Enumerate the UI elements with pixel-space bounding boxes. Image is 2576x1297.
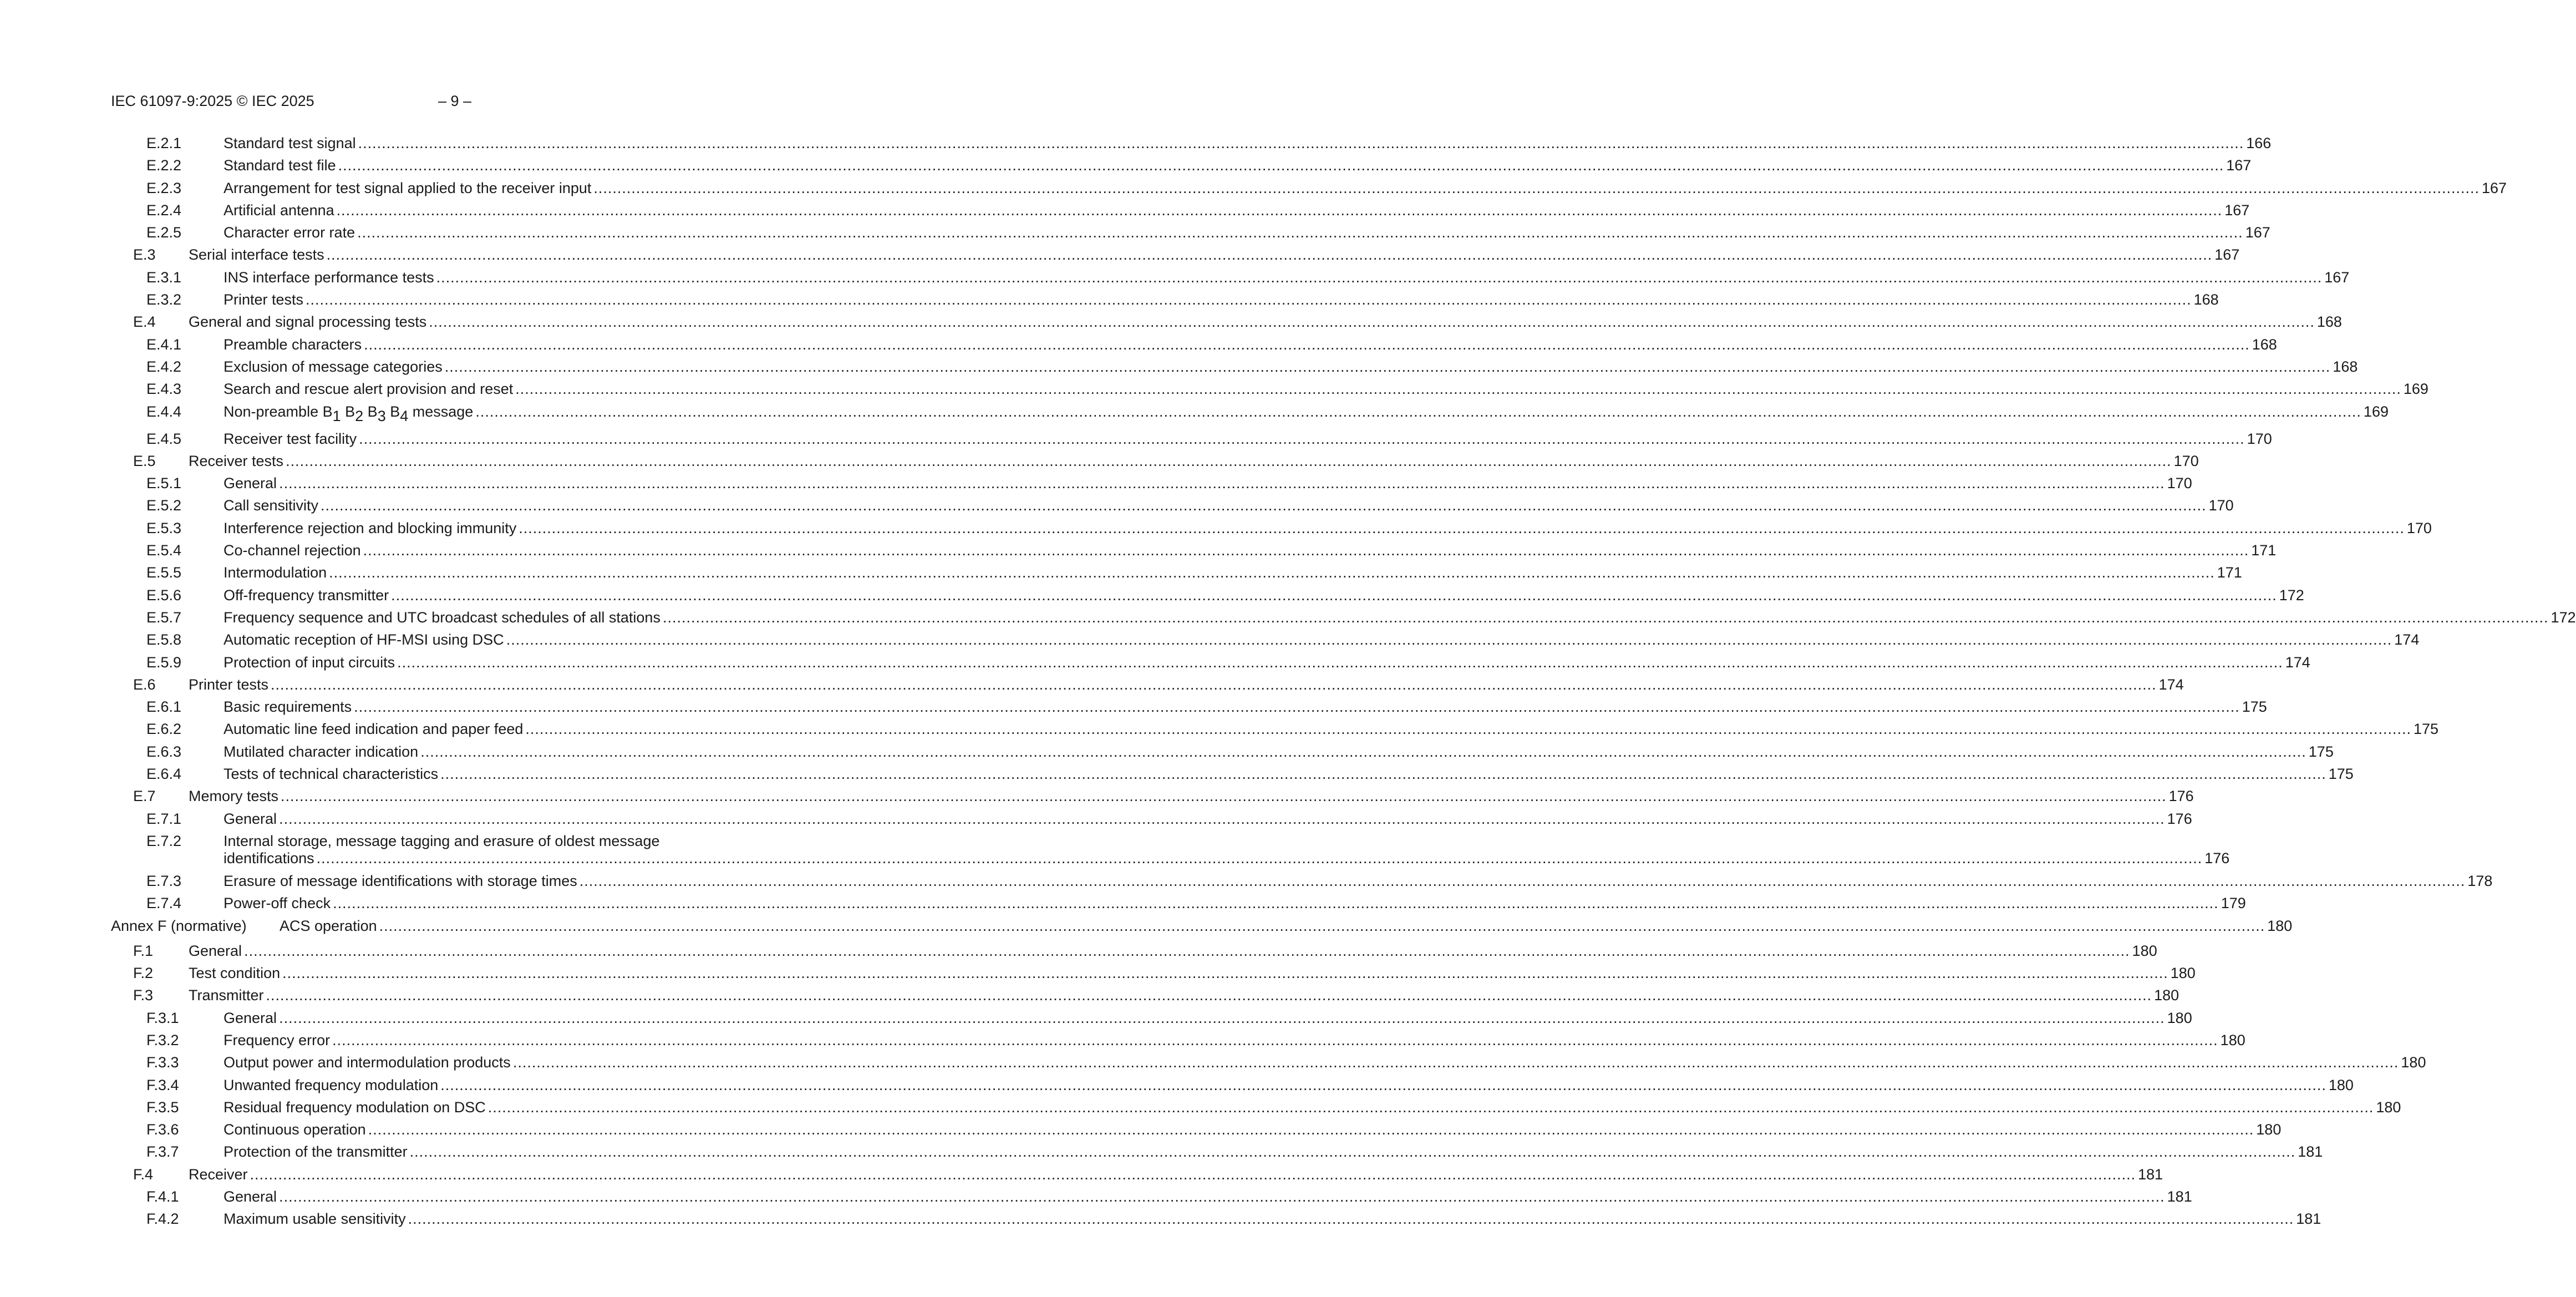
toc-entry-page: 175: [2308, 743, 2334, 760]
dot-leader: ................................................................................................................................................................................................................................................................................................................................................................................................................: [333, 895, 2219, 912]
toc-entry[interactable]: [111, 356, 2358, 378]
dot-leader: ................................................................................................................................................................................................................................................................................................................................................................................................................: [271, 676, 2157, 693]
toc-entry-title: Automatic reception of HF-MSI using DSC: [223, 631, 504, 648]
toc-entry[interactable]: [111, 892, 2246, 914]
toc-entry-number: E.7.2: [146, 832, 182, 849]
toc-entry-title: Receiver tests: [189, 452, 284, 469]
toc-entry-line: [223, 584, 2304, 606]
toc-entry-title: General: [223, 475, 277, 492]
toc-entry-page: 174: [2285, 653, 2310, 671]
dot-leader: ................................................................................................................................................................................................................................................................................................................................................................................................................: [408, 1210, 2294, 1228]
toc-entry-title: Interference rejection and blocking immunity: [223, 519, 517, 536]
toc-entry[interactable]: [111, 962, 2196, 984]
toc-entry[interactable]: [111, 984, 2179, 1006]
toc-entry-title: General: [223, 1188, 277, 1205]
toc-entry-line: [223, 472, 2192, 494]
toc-entry-page: 180: [2132, 942, 2157, 959]
toc-entry-number: E.5.7: [146, 609, 182, 626]
toc-entry-title: Erasure of message identifications with storage times: [223, 872, 577, 889]
toc-entry-page: 169: [2363, 403, 2389, 420]
dot-leader: ................................................................................................................................................................................................................................................................................................................................................................................................................: [306, 291, 2192, 308]
toc-entry-line: [223, 199, 2250, 221]
page-header: [111, 90, 812, 112]
toc-entry-page: 168: [2333, 358, 2358, 375]
toc-entry-number: E.2.5: [146, 224, 182, 241]
toc-entry-title: General: [223, 810, 277, 827]
toc-entry-line: [223, 808, 2192, 830]
toc-entry-number: E.7.4: [146, 895, 182, 912]
toc-entry-line: [223, 892, 2246, 914]
toc-entry-page: 167: [2224, 201, 2250, 219]
toc-entry-number: E.4.3: [146, 381, 182, 398]
toc-entry[interactable]: [111, 606, 2576, 629]
toc-entry-page: 172: [2279, 586, 2304, 604]
toc-entry-line: [223, 356, 2358, 378]
dot-leader: ................................................................................................................................................................................................................................................................................................................................................................................................................: [409, 1143, 2296, 1161]
toc-entry-page: 168: [2316, 313, 2342, 331]
toc-entry-page: 181: [2296, 1210, 2321, 1228]
toc-entry-title: identifications: [223, 849, 314, 867]
dot-leader: ................................................................................................................................................................................................................................................................................................................................................................................................................: [358, 135, 2244, 151]
toc-entry-page: 180: [2401, 1054, 2426, 1071]
toc-entry-title: Printer tests: [223, 291, 304, 308]
toc-entry-line: [223, 696, 2267, 718]
dot-leader: ................................................................................................................................................................................................................................................................................................................................................................................................................: [326, 246, 2213, 264]
toc-entry[interactable]: [111, 517, 2432, 539]
toc-entry-page: 175: [2242, 698, 2267, 716]
dot-leader: ................................................................................................................................................................................................................................................................................................................................................................................................................: [515, 381, 2401, 398]
toc-entry-line: [223, 870, 2493, 892]
toc-entry-title: Search and rescue alert provision and reset: [223, 381, 514, 398]
toc-entry[interactable]: [111, 450, 2199, 472]
toc-entry-page: 170: [2406, 519, 2432, 536]
toc-entry-number: E.3: [133, 246, 156, 264]
toc-entry-line: [223, 288, 2219, 311]
dot-leader: ................................................................................................................................................................................................................................................................................................................................................................................................................: [525, 721, 2411, 738]
toc-entry-page: 166: [2246, 135, 2272, 151]
toc-entry[interactable]: [111, 584, 2304, 606]
dot-leader: ................................................................................................................................................................................................................................................................................................................................................................................................................: [420, 743, 2306, 760]
toc-entry-line: [223, 177, 2507, 199]
toc-entry-page: 169: [2403, 381, 2428, 398]
toc-entry[interactable]: [111, 741, 2334, 763]
toc-entry[interactable]: [111, 940, 2157, 962]
toc-entry-title: Character error rate: [223, 224, 355, 241]
toc-entry-line: [223, 847, 2230, 869]
toc-entry[interactable]: [111, 1185, 2192, 1208]
toc-entry-line: [189, 673, 2184, 696]
toc-entry-title: Standard test signal: [223, 135, 356, 151]
dot-leader: ................................................................................................................................................................................................................................................................................................................................................................................................................: [332, 1031, 2218, 1048]
toc-entry-title: Tests of technical characteristics: [223, 766, 439, 783]
toc-entry-title: Automatic line feed indication and paper feed: [223, 721, 524, 738]
toc-entry-number: F.3.3: [146, 1054, 179, 1071]
toc-entry-number: E.3.2: [146, 291, 182, 308]
toc-entry-title: Receiver: [189, 1166, 248, 1183]
toc-entry[interactable]: [111, 561, 2242, 584]
toc-entry[interactable]: [111, 494, 2234, 516]
toc-entry-line: [280, 915, 2293, 937]
toc-entry-title: Output power and intermodulation products: [223, 1054, 511, 1071]
dot-leader: ................................................................................................................................................................................................................................................................................................................................................................................................................: [279, 1009, 2165, 1026]
toc-entry-line: [223, 561, 2242, 584]
toc-entry[interactable]: [111, 1118, 2282, 1141]
toc-entry[interactable]: [111, 539, 2277, 561]
dot-leader: ................................................................................................................................................................................................................................................................................................................................................................................................................: [282, 965, 2168, 982]
dot-leader: ................................................................................................................................................................................................................................................................................................................................................................................................................: [368, 1121, 2254, 1138]
toc-entry-number: F.3.1: [146, 1009, 179, 1026]
toc-entry-page: 179: [2221, 895, 2246, 912]
toc-entry-number: E.6.4: [146, 766, 182, 783]
toc-entry[interactable]: [111, 673, 2184, 696]
toc-entry-page: 170: [2247, 430, 2272, 447]
toc-entry-line: [189, 311, 2342, 333]
toc-entry-title: Call sensitivity: [223, 497, 319, 514]
toc-entry-page: 180: [2256, 1121, 2282, 1138]
dot-leader: ................................................................................................................................................................................................................................................................................................................................................................................................................: [506, 631, 2392, 648]
toc-entry-number: E.4.4: [146, 403, 182, 420]
toc-entry-line: [223, 221, 2270, 244]
toc-entry-line: [189, 984, 2179, 1006]
toc-entry-title: Intermodulation: [223, 564, 327, 581]
toc-entry-number: E.4: [133, 313, 156, 331]
toc-entry-number: E.5.6: [146, 586, 182, 604]
toc-entry[interactable]: [111, 1096, 2401, 1118]
toc-entry-title: Continuous operation: [223, 1121, 366, 1138]
dot-leader: ................................................................................................................................................................................................................................................................................................................................................................................................................: [593, 179, 2480, 196]
toc-entry-title: ACS operation: [280, 917, 377, 934]
toc-entry-line: [223, 266, 2350, 288]
toc-entry-title: Memory tests: [189, 788, 279, 805]
dot-leader: ................................................................................................................................................................................................................................................................................................................................................................................................................: [391, 586, 2277, 604]
toc-entry-number: E.5.3: [146, 519, 182, 536]
toc-entry-line: [223, 154, 2252, 176]
toc-entry-line: [223, 428, 2272, 450]
toc-entry-title: Off-frequency transmitter: [223, 586, 389, 604]
toc-entry-line: [223, 1185, 2192, 1208]
toc-entry-page: 172: [2550, 609, 2576, 626]
toc-entry-title: Mutilated character indication: [223, 743, 419, 760]
toc-entry-line: [223, 1141, 2323, 1163]
dot-leader: ................................................................................................................................................................................................................................................................................................................................................................................................................: [519, 519, 2405, 536]
toc-entry[interactable]: [111, 311, 2342, 333]
toc-entry-number: E.4.1: [146, 336, 182, 353]
dot-leader: ................................................................................................................................................................................................................................................................................................................................................................................................................: [250, 1166, 2136, 1183]
toc-entry-title: Basic requirements: [223, 698, 352, 716]
toc-entry-title: Serial interface tests: [189, 246, 324, 264]
toc-entry-number: F.3.7: [146, 1143, 179, 1161]
toc-entry-page: 178: [2467, 872, 2493, 889]
toc-entry-number: E.6: [133, 676, 156, 693]
toc-entry[interactable]: [111, 651, 2310, 673]
toc-entry[interactable]: [111, 870, 2493, 892]
toc-entry-page: 170: [2173, 452, 2199, 469]
dot-leader: ................................................................................................................................................................................................................................................................................................................................................................................................................: [329, 564, 2215, 581]
toc-entry-number: E.7.3: [146, 872, 182, 889]
toc-entry-number: F.3.5: [146, 1098, 179, 1116]
dot-leader: ................................................................................................................................................................................................................................................................................................................................................................................................................: [281, 788, 2167, 805]
toc-entry-line: [189, 940, 2157, 962]
toc-entry-number: E.7.1: [146, 810, 182, 827]
toc-entry-number: F.4.2: [146, 1210, 179, 1228]
toc-entry[interactable]: [111, 830, 2230, 870]
toc-entry[interactable]: [111, 1074, 2354, 1096]
toc-entry-title: General: [223, 1009, 277, 1026]
toc-entry-title: Maximum usable sensitivity: [223, 1210, 406, 1228]
toc-entry[interactable]: [111, 177, 2507, 199]
toc-entry-number: E.6.1: [146, 698, 182, 716]
toc-entry-title: Printer tests: [189, 676, 269, 693]
toc-entry-number: F.3.4: [146, 1076, 179, 1093]
toc-entry-number: F.4: [133, 1166, 154, 1183]
toc-entry[interactable]: [111, 629, 2420, 651]
toc-entry-number: E.2.1: [146, 135, 182, 151]
toc-entry-number: F.1: [133, 942, 154, 959]
toc-entry-line: [223, 1074, 2354, 1096]
toc-entry-title: Frequency sequence and UTC broadcast schedules of all stations: [223, 609, 660, 626]
toc-entry-line: [223, 517, 2432, 539]
toc-entry-page: 181: [2167, 1188, 2192, 1205]
toc-entry-number: E.4.2: [146, 358, 182, 375]
toc-entry[interactable]: [111, 785, 2194, 807]
toc-entry-number: E.3.1: [146, 268, 182, 286]
toc-entry-number: E.2.3: [146, 179, 182, 196]
toc-entry-page: 180: [2376, 1098, 2401, 1116]
toc-entry-page: 168: [2193, 291, 2219, 308]
toc-entry-number: Annex F (normative): [111, 917, 247, 934]
toc-entry-number: F.3: [133, 987, 154, 1004]
dot-leader: ................................................................................................................................................................................................................................................................................................................................................................................................................: [279, 1188, 2165, 1205]
toc-entry-title: Protection of input circuits: [223, 653, 395, 671]
toc-entry-line: [223, 333, 2277, 356]
toc-entry-line: [223, 401, 2389, 424]
toc-entry-number: F.2: [133, 965, 154, 982]
toc-entry-page: 167: [2214, 246, 2240, 264]
toc-entry[interactable]: [111, 696, 2267, 718]
toc-entry[interactable]: [111, 718, 2439, 740]
toc-entry-title: Co-channel rejection: [223, 542, 361, 559]
toc-entry[interactable]: [111, 915, 2293, 937]
toc-entry-line: [223, 494, 2234, 516]
toc-entry[interactable]: [111, 154, 2252, 176]
toc-entry[interactable]: [111, 244, 2240, 266]
toc-entry[interactable]: [111, 378, 2428, 400]
toc-entry-title: Residual frequency modulation on DSC: [223, 1098, 486, 1116]
dot-leader: ................................................................................................................................................................................................................................................................................................................................................................................................................: [363, 542, 2249, 559]
dot-leader: ................................................................................................................................................................................................................................................................................................................................................................................................................: [379, 917, 2265, 934]
dot-leader: ................................................................................................................................................................................................................................................................................................................................................................................................................: [662, 609, 2549, 626]
toc-entry-page: 175: [2413, 721, 2439, 738]
toc-entry-number: E.7: [133, 788, 156, 805]
toc-entry-line: [223, 1118, 2282, 1141]
toc-entry-line: [223, 1096, 2401, 1118]
toc-entry-line: [223, 741, 2334, 763]
toc-entry[interactable]: [111, 266, 2350, 288]
dot-leader: ................................................................................................................................................................................................................................................................................................................................................................................................................: [279, 810, 2165, 827]
toc-entry-number: E.4.5: [146, 430, 182, 447]
toc-entry-title: INS interface performance tests: [223, 268, 434, 286]
toc-entry[interactable]: [111, 1141, 2323, 1163]
toc-entry-number: E.5.2: [146, 497, 182, 514]
dot-leader: ................................................................................................................................................................................................................................................................................................................................................................................................................: [397, 653, 2283, 671]
toc-entry-page: 171: [2217, 564, 2242, 581]
dot-leader: ................................................................................................................................................................................................................................................................................................................................................................................................................: [579, 872, 2466, 889]
toc-entry-page: 176: [2167, 810, 2192, 827]
toc-entry[interactable]: [111, 333, 2277, 356]
dot-leader: ................................................................................................................................................................................................................................................................................................................................................................................................................: [354, 698, 2240, 716]
toc-entry-line: [189, 450, 2199, 472]
toc-entry-title: Exclusion of message categories: [223, 358, 443, 375]
toc-entry-line: [223, 1051, 2426, 1073]
toc-entry[interactable]: [111, 763, 2354, 785]
dot-leader: ................................................................................................................................................................................................................................................................................................................................................................................................................: [512, 1054, 2399, 1071]
toc-entry-page: 180: [2167, 1009, 2192, 1026]
toc-entry-title: Preamble characters: [223, 336, 362, 353]
page-number: – 9 –: [438, 93, 472, 109]
toc-entry[interactable]: [111, 428, 2272, 450]
toc-entry-line: [223, 378, 2428, 400]
dot-leader: ................................................................................................................................................................................................................................................................................................................................................................................................................: [359, 430, 2245, 447]
toc-entry-page: 180: [2170, 965, 2196, 982]
dot-leader: ................................................................................................................................................................................................................................................................................................................................................................................................................: [279, 475, 2165, 492]
toc-entry-number: E.5.1: [146, 475, 182, 492]
toc-entry-page: 170: [2167, 475, 2192, 492]
toc-entry-line: [223, 718, 2439, 740]
table-of-contents: [111, 132, 2576, 1230]
toc-entry-title: Transmitter: [189, 987, 264, 1004]
toc-entry-line: [223, 132, 2272, 154]
toc-entry-page: 181: [2138, 1166, 2163, 1183]
toc-entry-number: E.5: [133, 452, 156, 469]
toc-entry-page: 176: [2168, 788, 2194, 805]
toc-entry-page: 175: [2328, 766, 2354, 783]
toc-entry-title: Protection of the transmitter: [223, 1143, 408, 1161]
toc-entry[interactable]: [111, 1029, 2245, 1051]
toc-entry-number: E.2.2: [146, 157, 182, 174]
toc-entry[interactable]: [111, 1163, 2163, 1185]
toc-entry[interactable]: [111, 199, 2250, 221]
toc-entry-page: 181: [2298, 1143, 2323, 1161]
toc-entry-title: Standard test file: [223, 157, 336, 174]
toc-entry[interactable]: [111, 1208, 2321, 1230]
toc-entry[interactable]: [111, 808, 2192, 830]
dot-leader: ................................................................................................................................................................................................................................................................................................................................................................................................................: [440, 766, 2326, 783]
toc-entry-line: [189, 1163, 2163, 1185]
toc-entry-number: E.6.3: [146, 743, 182, 760]
toc-entry-page: 180: [2154, 987, 2179, 1004]
dot-leader: ................................................................................................................................................................................................................................................................................................................................................................................................................: [336, 201, 2223, 219]
toc-entry-title: Non-preamble $B_1$ $B_2$ $B_3$ $B_4$ message: [223, 403, 474, 424]
toc-entry-line: [189, 244, 2240, 266]
toc-entry[interactable]: [111, 288, 2219, 311]
toc-entry-title: General and signal processing tests: [189, 313, 427, 331]
toc-entry-title: Frequency error: [223, 1031, 331, 1048]
dot-leader: ................................................................................................................................................................................................................................................................................................................................................................................................................: [429, 313, 2315, 331]
toc-entry-line: [223, 629, 2420, 651]
toc-entry-title: Test condition: [189, 965, 281, 982]
toc-entry-line: [223, 1007, 2192, 1029]
standard-id: IEC 61097-9:2025 © IEC 2025: [111, 93, 314, 109]
dot-leader: ................................................................................................................................................................................................................................................................................................................................................................................................................: [436, 268, 2323, 286]
toc-entry-line: [223, 1029, 2245, 1051]
toc-entry-page: 167: [2481, 179, 2507, 196]
toc-entry-title: Unwanted frequency modulation: [223, 1076, 439, 1093]
toc-entry-title: Power-off check: [223, 895, 331, 912]
toc-entry-title: Receiver test facility: [223, 430, 357, 447]
dot-leader: ................................................................................................................................................................................................................................................................................................................................................................................................................: [338, 157, 2224, 174]
toc-entry[interactable]: [111, 401, 2389, 428]
toc-entry[interactable]: [111, 221, 2270, 244]
toc-entry-number: F.4.1: [146, 1188, 179, 1205]
dot-leader: ................................................................................................................................................................................................................................................................................................................................................................................................................: [266, 987, 2152, 1004]
dot-leader: ................................................................................................................................................................................................................................................................................................................................................................................................................: [316, 849, 2203, 867]
toc-entry-line: [189, 962, 2196, 984]
toc-entry-number: E.5.9: [146, 653, 182, 671]
toc-entry-line: [223, 1208, 2321, 1230]
toc-entry-page: 180: [2328, 1076, 2354, 1093]
toc-entry-number: E.5.4: [146, 542, 182, 559]
toc-entry-line: [223, 539, 2277, 561]
toc-entry-page: 174: [2158, 676, 2184, 693]
dot-leader: ................................................................................................................................................................................................................................................................................................................................................................................................................: [444, 358, 2331, 375]
toc-entry-number: E.5.8: [146, 631, 182, 648]
toc-entry-line: [189, 785, 2194, 807]
dot-leader: ................................................................................................................................................................................................................................................................................................................................................................................................................: [244, 942, 2130, 959]
toc-entry-page: 167: [2226, 157, 2252, 174]
toc-entry-title-line1: Internal storage, message tagging and erasure of oldest message: [223, 832, 660, 849]
toc-entry-number: E.2.4: [146, 201, 182, 219]
toc-entry-number: E.5.5: [146, 564, 182, 581]
toc-entry[interactable]: [111, 472, 2192, 494]
dot-leader: ................................................................................................................................................................................................................................................................................................................................................................................................................: [364, 336, 2250, 353]
toc-entry-page: 167: [2324, 268, 2350, 286]
toc-entry-title: Arrangement for test signal applied to the receiver input: [223, 179, 592, 196]
toc-entry[interactable]: [111, 132, 2272, 154]
toc-entry-page: 180: [2220, 1031, 2245, 1048]
toc-entry-number: F.3.6: [146, 1121, 179, 1138]
dot-leader: ................................................................................................................................................................................................................................................................................................................................................................................................................: [321, 497, 2207, 514]
toc-entry-page: 176: [2204, 849, 2230, 867]
toc-entry[interactable]: [111, 1007, 2192, 1029]
dot-leader: ................................................................................................................................................................................................................................................................................................................................................................................................................: [286, 452, 2172, 469]
toc-entry-page: 170: [2208, 497, 2234, 514]
toc-entry-line: [223, 651, 2310, 673]
toc-entry-page: 171: [2251, 542, 2277, 559]
dot-leader: ................................................................................................................................................................................................................................................................................................................................................................................................................: [475, 403, 2361, 420]
dot-leader: ................................................................................................................................................................................................................................................................................................................................................................................................................: [487, 1098, 2374, 1116]
toc-entry-number: F.3.2: [146, 1031, 179, 1048]
toc-entry-number: E.6.2: [146, 721, 182, 738]
toc-entry-page: 167: [2245, 224, 2270, 241]
toc-entry-title: Artificial antenna: [223, 201, 334, 219]
toc-entry-line: [223, 606, 2576, 629]
dot-leader: ................................................................................................................................................................................................................................................................................................................................................................................................................: [440, 1076, 2326, 1093]
toc-entry[interactable]: [111, 1051, 2426, 1073]
toc-entry-title: General: [189, 942, 242, 959]
toc-entry-page: 180: [2267, 917, 2293, 934]
toc-entry-page: 168: [2252, 336, 2277, 353]
toc-entry-line: [223, 763, 2354, 785]
toc-entry-page: 174: [2394, 631, 2420, 648]
dot-leader: ................................................................................................................................................................................................................................................................................................................................................................................................................: [357, 224, 2243, 241]
